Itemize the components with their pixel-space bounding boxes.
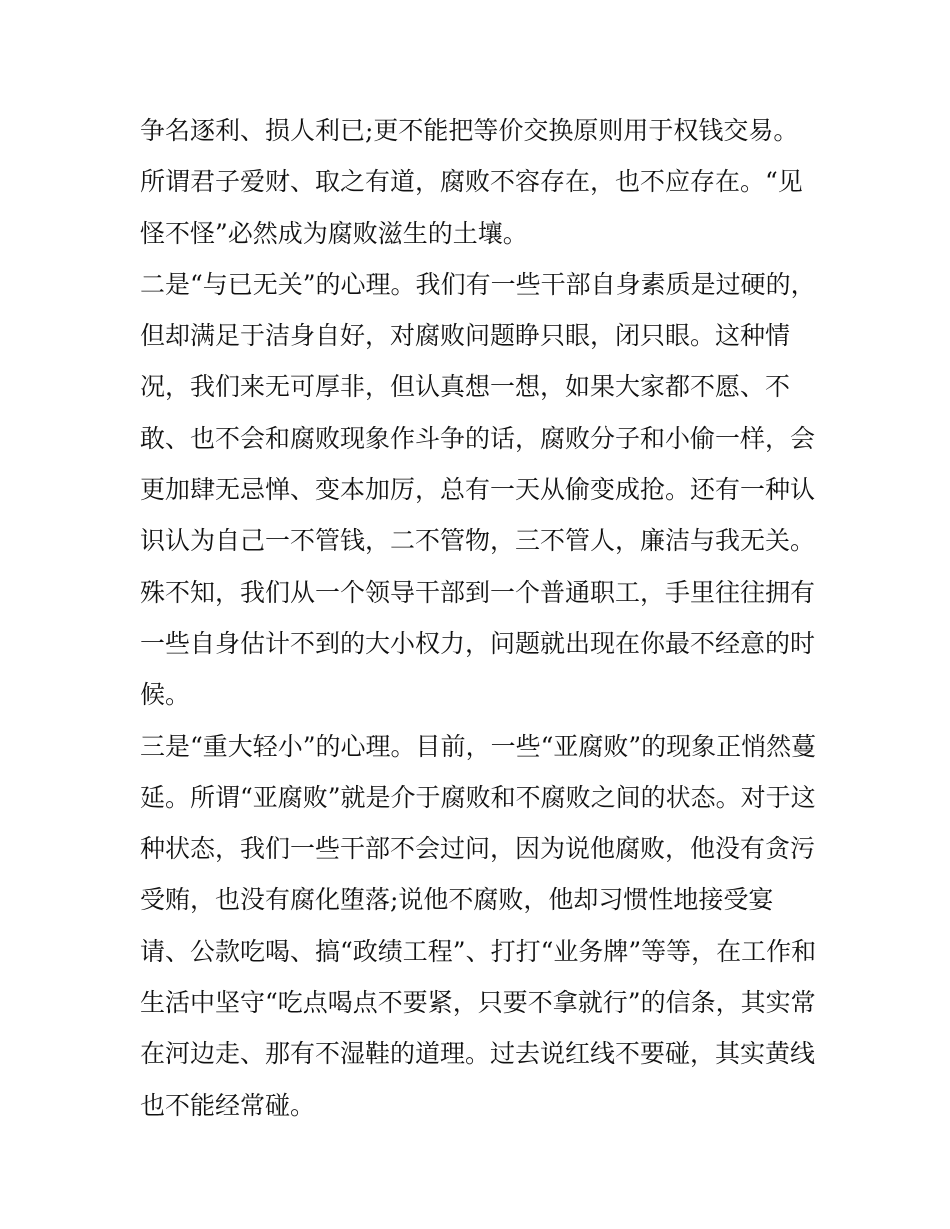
text-line: 生活中坚守“吃点喝点不要紧，只要不拿就行”的信条，其实常 — [140, 988, 816, 1018]
text-line: 种状态，我们一些干部不会过问，因为说他腐败，他没有贪污 — [140, 834, 816, 864]
text-line: 请、公款吃喝、搞“政绩工程”、打打“业务牌”等等，在工作和 — [140, 936, 817, 966]
text-line: 殊不知，我们从一个领导干部到一个普通职工，手里往往拥有 — [140, 577, 816, 607]
text-line: 也不能经常碰。 — [140, 1090, 316, 1120]
text-line: 一些自身估计不到的大小权力，问题就出现在你最不经意的时 — [140, 628, 816, 658]
text-line: 但却满足于洁身自好，对腐败问题睁只眼，闭只眼。这种情 — [140, 321, 791, 351]
document-body — [140, 105, 820, 1131]
text-line: 更加肆无忌惮、变本加厉，总有一天从偷变成抢。还有一种认 — [140, 475, 816, 505]
text-line: 延。所谓“亚腐败”就是介于腐败和不腐败之间的状态。对于这 — [140, 782, 816, 812]
text-line: 争名逐利、损人利已;更不能把等价交换原则用于权钱交易。 — [140, 116, 799, 145]
text-line: 所谓君子爱财、取之有道，腐败不容存在，也不应存在。“见 — [140, 167, 803, 197]
text-line: 敢、也不会和腐败现象作斗争的话，腐败分子和小偷一样，会 — [140, 423, 816, 453]
text-line: 识认为自己一不管钱，二不管物，三不管人，廉洁与我无关。 — [140, 526, 816, 556]
text-line: 怪不怪”必然成为腐败滋生的土壤。 — [140, 218, 528, 248]
text-line: 二是“与已无关”的心理。我们有一些干部自身素质是过硬的， — [140, 269, 816, 299]
text-line: 受贿，也没有腐化堕落;说他不腐败，他却习惯性地接受宴 — [140, 885, 774, 915]
text-line: 候。 — [140, 680, 191, 710]
text-line: 况，我们来无可厚非，但认真想一想，如果大家都不愿、不 — [140, 372, 791, 402]
text-line: 三是“重大轻小”的心理。目前，一些“亚腐败”的现象正悄然蔓 — [140, 731, 817, 761]
text-line: 在河边走、那有不湿鞋的道理。过去说红线不要碰，其实黄线 — [140, 1039, 816, 1069]
